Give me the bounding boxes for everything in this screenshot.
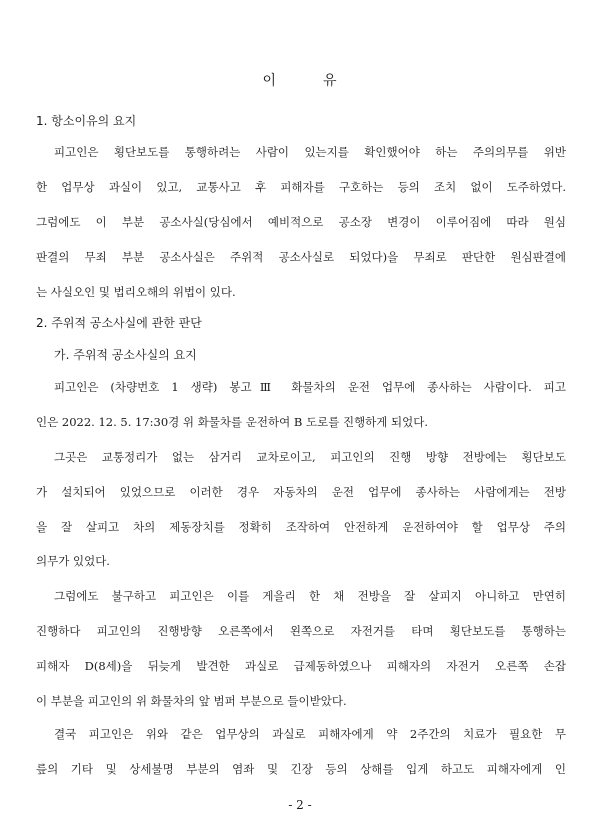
paragraph-line: 가 설치되어 있었으므로 이러한 경우 자동차의 운전 업무에 종사하는 사람에게는 전방 xyxy=(36,485,566,499)
section-2-subheading: 가. 주위적 공소사실의 요지 xyxy=(54,348,197,362)
section-1-line: 그럼에도 이 부분 공소사실(당심에서 예비적으로 공소장 변경이 이루어짐에 따라 원심 xyxy=(36,215,566,229)
page-number: - 2 - xyxy=(288,798,312,812)
section-1-line: 피고인은 횡단보도를 통행하려는 사람이 있는지를 확인했어야 하는 주의의무를 위반 xyxy=(54,145,566,159)
section-1-line: 한 업무상 과실이 있고, 교통사고 후 피해자를 구호하는 등의 조치 없이 도주하였다. xyxy=(36,180,566,194)
title-char-2: 유 xyxy=(323,73,338,89)
paragraph-line: 결국 피고인은 위와 같은 업무상의 과실로 피해자에게 약 2주간의 치료가 필요한 무 xyxy=(54,727,566,741)
paragraph-line: 릎의 기타 및 상세불명 부분의 염좌 및 긴장 등의 상해를 입게 하고도 피해자에게 인 xyxy=(36,762,566,776)
section-2-heading: 2. 주위적 공소사실에 관한 판단 xyxy=(36,316,202,330)
paragraph-line: 진행하다 피고인의 진행방향 오른쪽에서 왼쪽으로 자전거를 타며 횡단보도를 통행하는 xyxy=(36,624,566,638)
section-1-line: 는 사실오인 및 법리오해의 위법이 있다. xyxy=(36,285,236,299)
document-title xyxy=(0,70,600,90)
paragraph-line: 피해자 D(8세)을 뒤늦게 발견한 과실로 급제동하였으나 피해자의 자전거 오른쪽 손잡 xyxy=(36,659,566,673)
paragraph-line: 인은 2022. 12. 5. 17:30경 위 화물차를 운전하여 B 도로를 진행하게 되었다. xyxy=(36,415,429,429)
paragraph-line: 의무가 있었다. xyxy=(36,554,110,568)
paragraph-line: 피고인은 (차량번호 1 생략) 봉고Ⅲ 화물차의 운전 업무에 종사하는 사람이다. 피고 xyxy=(54,380,566,394)
title-char-1: 이 xyxy=(262,73,277,89)
paragraph-line: 이 부분을 피고인의 위 화물차의 앞 범퍼 부분으로 들이받았다. xyxy=(36,694,347,708)
paragraph-line: 을 잘 살피고 차의 제동장치를 정확히 조작하여 안전하게 운전하여야 할 업무상 주의 xyxy=(36,520,566,534)
paragraph-line: 그곳은 교통정리가 없는 삼거리 교차로이고, 피고인의 진행 방향 전방에는 횡단보도 xyxy=(54,450,566,464)
section-1-heading: 1. 항소이유의 요지 xyxy=(36,114,137,128)
paragraph-line: 그럼에도 불구하고 피고인은 이를 게을리 한 채 전방을 잘 살피지 아니하고 만연히 xyxy=(54,589,566,603)
section-1-line: 판결의 무죄 부분 공소사실은 주위적 공소사실로 되었다)을 무죄로 판단한 원심판결에 xyxy=(36,250,566,264)
